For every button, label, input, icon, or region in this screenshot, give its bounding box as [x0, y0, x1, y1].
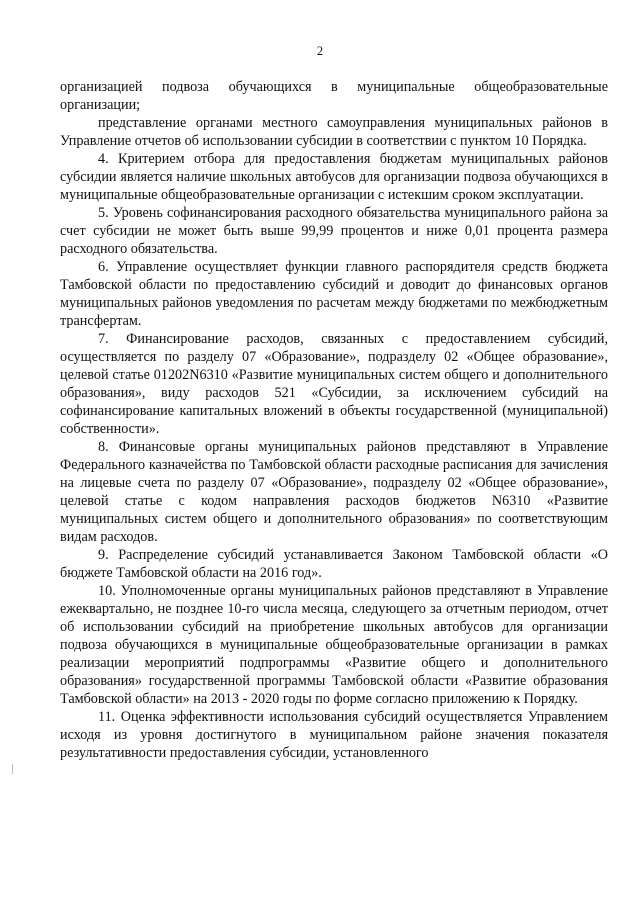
paragraph-4-selection-criterion: 4. Критерием отбора для предоставления бюджетам муниципальных районов субсидии является наличие школьных автобусов для организации подвоза обучающихся в муниципальные общеобразовательные организации с истекшим сроком эксплуатации. [60, 151, 608, 203]
paragraph-reports: представление органами местного самоуправления муниципальных районов в Управление отчетов об использовании субсидии в соответствии с пунктом 10 Порядка. [60, 115, 608, 149]
paragraph-11-efficiency: 11. Оценка эффективности использования субсидий осуществляется Управлением исходя из уровня достигнутого в муниципальном районе значения показателя результативности предоставления субсидии, установленного [60, 709, 608, 761]
document-body [60, 78, 608, 762]
paragraph-5-cofinancing-level: 5. Уровень софинансирования расходного обязательства муниципального района за счет субсидии не может быть выше 99,99 процентов и ниже 0,01 процента размера расходного обязательства. [60, 205, 608, 257]
paragraph-10-reporting: 10. Уполномоченные органы муниципальных районов представляют в Управление ежеквартально, не позднее 10-го числа месяца, следующего за отчетным периодом, отчет об использовании субсидий на приобретение школьных автобусов для организации подвоза обучающихся в муниципальные общеобразовательные организации в рамках реализации мероприятий подпрограммы «Развитие общего и дополнительного образования» государственной программы Тамбовской области «Развитие образования Тамбовской области» на 2013 - 2020 годы по форме согласно приложению к Порядку. [60, 583, 608, 707]
page-number: 2 [316, 44, 324, 58]
paragraph-9-distribution: 9. Распределение субсидий устанавливается Законом Тамбовской области «О бюджете Тамбовской области на 2016 год». [60, 547, 608, 581]
scan-margin-mark [12, 764, 13, 774]
paragraph-continuation: организацией подвоза обучающихся в муниципальные общеобразовательные организации; [60, 79, 608, 113]
paragraph-7-financing: 7. Финансирование расходов, связанных с предоставлением субсидий, осуществляется по разделу 07 «Образование», подразделу 02 «Общее образование», целевой статье 01202N6310 «Развитие муниципальных систем общего и дополнительного образования», виду расходов 521 «Субсидии, за исключением субсидий на софинансирование капитальных вложений в объекты государственной (муниципальной) собственности». [60, 331, 608, 437]
paragraph-6-chief-administrator: 6. Управление осуществляет функции главного распорядителя средств бюджета Тамбовской области по предоставлению субсидий и доводит до финансовых органов муниципальных районов уведомления по расчетам между бюджетами по межбюджетным трансфертам. [60, 259, 608, 329]
paragraph-8-financial-bodies: 8. Финансовые органы муниципальных районов представляют в Управление Федерального казначейства по Тамбовской области расходные расписания для зачисления на лицевые счета по разделу 07 «Образование», подразделу 02 «Общее образование», целевой статье с кодом направления расходов бюджетов N6310 «Развитие муниципальных систем общего и дополнительного образования» по соответствующим видам расходов. [60, 439, 608, 545]
